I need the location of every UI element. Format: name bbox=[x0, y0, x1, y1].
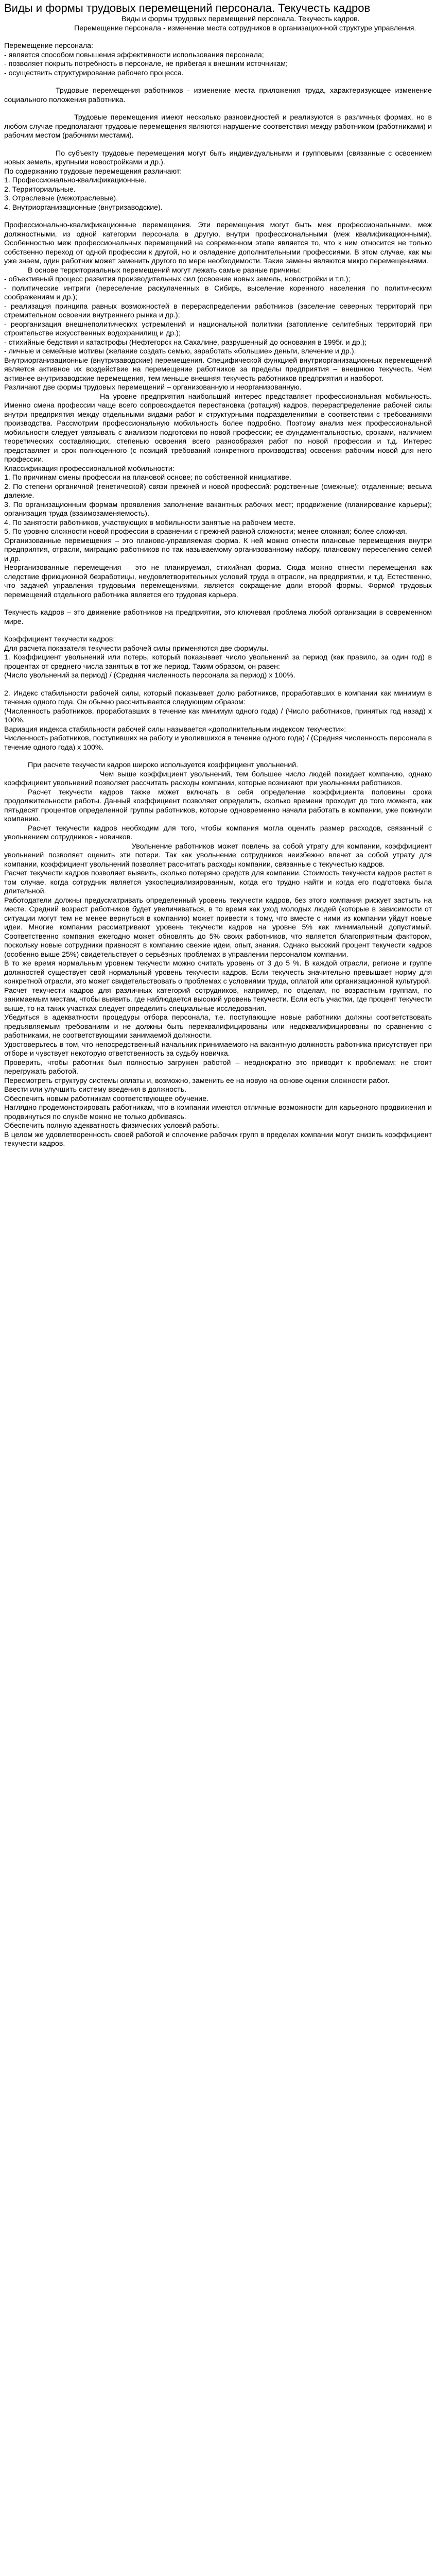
paragraph: Различают две формы трудовых перемещений – организованную и неорганизованную. bbox=[4, 383, 302, 392]
article-subtitle: Виды и формы трудовых перемещений персонала. Текучесть кадров. bbox=[121, 15, 360, 23]
paragraph: - личные и семейные мотивы (желание создать семью, заработать «большие» деньги, влечение и др.). bbox=[4, 347, 356, 355]
paragraph-gap bbox=[4, 141, 432, 149]
paragraph: Обеспечить полную адекватность физических условий работы. bbox=[4, 1122, 220, 1130]
paragraph: (Число увольнений за период) / (Средняя численность персонала за период) х 100%. bbox=[4, 671, 295, 680]
paragraph: - реорганизация внешнеполитических устремлений и национальной политики (затопление селитебных территорий при строительстве искусственных водохранилищ и др.); bbox=[4, 320, 432, 337]
paragraph: 4. По занятости работников, участвующих в мобильности занятые на рабочем месте. bbox=[4, 518, 295, 527]
paragraph: Классификация профессиональной мобильности: bbox=[4, 464, 175, 473]
paragraph: Перемещение персонала: bbox=[4, 42, 93, 50]
paragraph: Расчет текучести кадров для различных категорий сотрудников, например, по отделам, по возрастным группам, по занимаемым местам, чтобы выявить, где наблюдается высокий уровень текучести. Если есть участки, где процент текучести выше, то на таких участках следует определить специальные исследования. bbox=[4, 986, 432, 1013]
paragraph: Расчет текучести кадров необходим для того, чтобы компания могла оценить размер расходов, связанный с увольнением сотрудников - новичков. bbox=[4, 824, 432, 841]
paragraph-gap bbox=[4, 212, 432, 221]
paragraph: Работодатели должны предусматривать определенный уровень текучести кадров, без этого компания рискует застыть на месте. Средний возраст работников будет увеличиваться, в то время как уход молодых людей (которые в зависимости от ситуации могут тем не менее вернуться в компанию) может привести к тому, что вместе с ними из компании уйдут новые идеи. Многие компании рассматривают уровень текучести кадров на уровне 5% как минимальный допустимый. Соответственно компания ежегодно может обновлять до 5% своих работников, что является благоприятным фактором, поскольку новые сотрудники привносят в компанию свежие идеи, опыт, знания. Однако высокий процент текучести кадров (особенно выше 25%) свидетельствует о серьёзных проблемах в управлении персоналом компании. bbox=[4, 896, 432, 959]
paragraph: Для расчета показателя текучести рабочей силы применяются две формулы. bbox=[4, 644, 269, 653]
paragraph: Внутриорганизационные (внутризаводские) перемещения. Специфической функцией внутриорганизационных перемещений является активное их воздействие на перемещение работников за пределы предприятия – внешнюю текучесть. Чем активнее внутризаводские перемещения, тем меньше внешняя текучесть работников предприятия и наоборот. bbox=[4, 356, 432, 383]
paragraph: Ввести или улучшить систему введения в должность. bbox=[4, 1086, 187, 1094]
paragraph-gap bbox=[4, 626, 432, 635]
article-body bbox=[4, 24, 432, 1149]
paragraph: (Численность работников, проработавших в течение как минимум одного года) / (Число работников, принятых год назад) х 100%. bbox=[4, 707, 432, 724]
paragraph: Расчет текучести кадров также может включать в себя определение коэффициента половины срока продолжительности работы. Данный коэффициент позволяет определить, сколько времени проходит до того момента, как пятьдесят процентов определенной группы работников, которые одновременно начали работать в компании, уже покинули компанию. bbox=[4, 788, 432, 823]
paragraph: - политические интриги (переселение раскулаченных в Сибирь, выселение коренного населения по политическим соображениям и др.); bbox=[4, 284, 432, 301]
paragraph-gap bbox=[4, 600, 432, 608]
paragraph: Коэффициент текучести кадров: bbox=[4, 635, 115, 643]
paragraph: При расчете текучести кадров широко используется коэффициент увольнений. bbox=[28, 761, 299, 769]
paragraph: 1. По причинам смены профессии на плановой основе; по собственной инициативе. bbox=[4, 473, 291, 482]
paragraph: Проверить, чтобы работник был полностью загружен работой – неоднократно это приводит к проблемам; не стоит перегружать работой. bbox=[4, 1058, 432, 1076]
paragraph: - осуществить структурирование рабочего процесса. bbox=[4, 69, 184, 77]
paragraph: - стихийные бедствия и катастрофы (Нефтегорск на Сахалине, разрушенный до основания в 1995г. и др.); bbox=[4, 338, 367, 347]
paragraph: Вариация индекса стабильности рабочей силы называется «дополнительным индексом текучести»: bbox=[4, 725, 346, 734]
paragraph: Трудовые перемещения имеют несколько разновидностей и реализуются в различных формах, но в любом случае предполагают трудовые перемещения являются нарушение соответствия между работником (работниками) и рабочим местом (рабочими местами). bbox=[4, 113, 432, 140]
paragraph: Пересмотреть структуру системы оплаты и, возможно, заменить ее на новую на основе оценки сложности работ. bbox=[4, 1076, 390, 1085]
paragraph: Наглядно продемонстрировать работникам, что в компании имеются отличные возможности для карьерного продвижения и продвинуться по службе можно не только добиваясь. bbox=[4, 1104, 432, 1121]
paragraph: 2. Индекс стабильности рабочей силы, который показывает долю работников, проработавших в компании как минимум в течение одного года. Он обычно рассчитывается следующим образом: bbox=[4, 689, 432, 706]
paragraph: Убедиться в адекватности процедуры отбора персонала, т.е. поступающие новые работники должны соответствовать предъявляемым требованиям и не должны быть переквалифицированы или недоквалифицированы по сравнению с работниками, не соответствующими занимаемой должности. bbox=[4, 1013, 432, 1040]
paragraph-gap bbox=[4, 78, 432, 87]
paragraph: Профессионально-квалификационные перемещения. Эти перемещения могут быть меж профессиональными, меж должностными, из одной категории персонала в другую, внутри профессиональными (меж квалификационными). Особенностью меж профессиональных перемещений на современном этапе является то, что к ним относится не только собственно переход от одной профессии к другой, но и овладение дополнительными профессиями. В этом случае, как мы уже знаем, один работник может заменить другого по мере необходимости. Такие замены являются микро перемещениями. bbox=[4, 221, 432, 265]
paragraph: Чем выше коэффициент увольнений, тем большее число людей покидает компанию, однако коэффициент увольнений позволяет рассчитать расходы компании, которые возникают при увольнении работников. bbox=[4, 770, 432, 787]
paragraph: 2. По степени органичной (генетической) связи прежней и новой профессий: родственные (смежные); отдаленные; весьма далекие. bbox=[4, 482, 432, 500]
paragraph-gap bbox=[4, 681, 432, 689]
paragraph: Неорганизованные перемещения – это не планируемая, стихийная форма. Сюда можно отнести перемещения как следствие фрикционной безработицы, неудовлетворительных условий труда в отрасли, на предприятии, и т.д. Естественно, что задачей управления трудовыми перемещениями, является сокращение доли второй формы. Формой трудовых перемещений отдельного работника является его трудовая карьера. bbox=[4, 564, 432, 599]
paragraph: По содержанию трудовые перемещения различают: bbox=[4, 167, 182, 176]
document-page bbox=[0, 0, 436, 1149]
paragraph: - объективный процесс развития производительных сил (освоение новых земель, новостройки и т.п.); bbox=[4, 275, 351, 283]
paragraph: - позволяет покрыть потребность в персонале, не прибегая к внешним источникам; bbox=[4, 60, 288, 68]
paragraph: 5. По уровню сложности новой профессии в сравнении с прежней равной сложности; менее сложная; более сложная. bbox=[4, 528, 407, 536]
paragraph-gap bbox=[4, 752, 432, 761]
paragraph: По субъекту трудовые перемещения могут быть индивидуальными и групповыми (связанные с освоением новых земель, крупными новостройками и др.). bbox=[4, 149, 432, 166]
paragraph: Увольнение работников может повлечь за собой утрату для компании, коэффициент увольнений позволяет оценить эти потери. Так как увольнение сотрудников неизбежно влечет за собой утрату для компании, коэффициент увольнений позволяет рассчитать расходы компании, связанные с текучестью кадров. bbox=[4, 842, 432, 869]
paragraph: В целом же удовлетворенность своей работой и сплочение рабочих групп в пределах компании могут снизить коэффициент текучести кадров. bbox=[4, 1130, 432, 1148]
paragraph: Расчет текучести кадров позволяет выявить, сколько потеряно средств для компании. Стоимость текучести кадров растет в том случае, когда сотрудник является узкоспециализированным, когда его трудно найти и когда его подготовка была длительной. bbox=[4, 869, 432, 895]
paragraph: 1. Профессионально-квалификационные. bbox=[4, 176, 147, 184]
paragraph: 3. Отраслевые (межотраслевые). bbox=[4, 194, 118, 202]
paragraph: - является способом повышения эффективности использования персонала; bbox=[4, 50, 264, 59]
paragraph: В то же время нормальным уровнем текучести можно считать уровень от 3 до 5 %. В каждой отрасли, регионе и группе должностей существует свой нормальный уровень текучести кадров. Если текучесть значительно превышает норму для конкретной отрасли, это может свидетельствовать о проблемах с условиями труда, оплатой или организационной культурой. bbox=[4, 959, 432, 986]
paragraph: На уровне предприятия наибольший интерес представляет профессиональная мобильность. Именно смена профессии чаще всего сопровождается перестановка (ротация) кадров, перераспределение рабочей силы внутри предприятия между отдельными видами работ и структурными подразделениями в соответствии с требованиями производства. Рассмотрим профессиональную мобильность более подробно. Поэтому анализ меж профессиональной мобильности следует увязывать с анализом подготовки по новой профессии; ее фундаментальностью, сроками, наличием теоретических составляющих, степенью освоения всего разнообразия работ по новой профессии и т.д. Интерес представляет и срок полноценного (с позиций требований конкретного производства) освоения рабочим новой для него профессии. bbox=[4, 392, 432, 464]
paragraph: Текучесть кадров – это движение работников на предприятии, это ключевая проблема любой организации в современном мире. bbox=[4, 608, 432, 626]
paragraph: Удостоверьтесь в том, что непосредственный начальник принимаемого на вакантную должность работника присутствует при отборе и чувствует некоторую ответственность за судьбу новичка. bbox=[4, 1040, 432, 1058]
paragraph: 1. Коэффициент увольнений или потерь, который показывает число увольнений за период (как правило, за один год) в процентах от среднего числа занятых в тот же период. Таким образом, он равен: bbox=[4, 653, 432, 671]
paragraph: Численность работников, поступивших на работу и уволившихся в течение одного года) / (Средняя численность персонала в течение одного года) х 100%. bbox=[4, 734, 432, 752]
paragraph: 3. По организационным формам проявления заполнение вакантных рабочих мест; продвижение (планирование карьеры); организация труда (взаимозаменяемость). bbox=[4, 500, 432, 518]
paragraph: Трудовые перемещения работников - изменение места приложения труда, характеризующее изменение социального положения работника. bbox=[4, 87, 432, 104]
paragraph: Перемещение персонала - изменение места сотрудников в организационной структуре управления. bbox=[74, 24, 416, 32]
paragraph-gap bbox=[4, 33, 432, 42]
page-title: Виды и формы трудовых перемещений персонала. Текучесть кадров bbox=[4, 2, 371, 14]
paragraph: 4. Внутриорганизационные (внутризаводские). bbox=[4, 203, 163, 212]
paragraph: Обеспечить новым работникам соответствующее обучение. bbox=[4, 1094, 209, 1103]
paragraph: - реализация принципа равных возможностей в перераспределении работников (заселение северных территорий при стремительном освоении внутреннего рынка и др.); bbox=[4, 302, 432, 319]
paragraph: 2. Территориальные. bbox=[4, 185, 76, 194]
paragraph-gap bbox=[4, 105, 432, 113]
paragraph: В основе территориальных перемещений могут лежать самые разные причины: bbox=[28, 266, 301, 275]
paragraph: Организованные перемещения – это планово-управляемая форма. К ней можно отнести плановые перемещения внутри предприятия, отрасли, миграцию работников по так называемому организованному набору, плановому переселению семей и др. bbox=[4, 536, 432, 563]
